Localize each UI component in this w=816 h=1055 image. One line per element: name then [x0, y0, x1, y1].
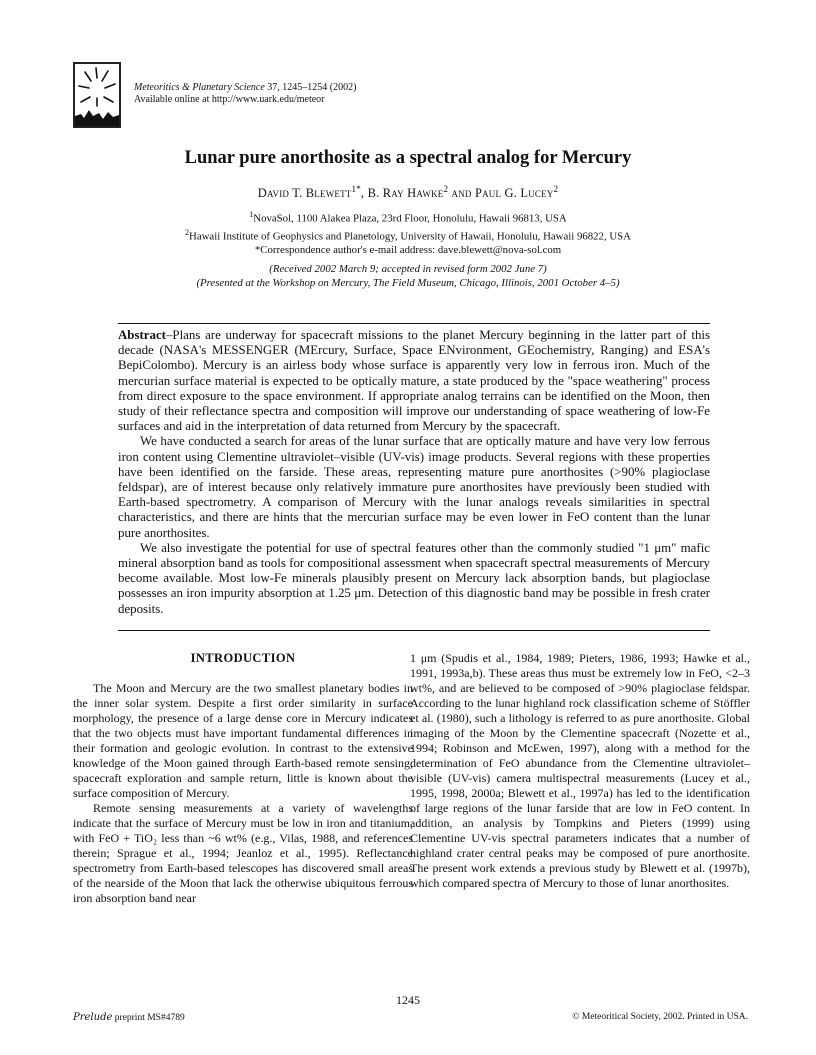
author-2: B. Ray Hawke: [367, 186, 444, 201]
author-2-affil: 2: [443, 184, 449, 194]
abstract-label: Abstract: [118, 328, 166, 342]
presented-note: (Presented at the Workshop on Mercury, The Field Museum, Chicago, Illinois, 2001 October 4–5): [196, 277, 620, 289]
affiliation-2: [0, 226, 816, 244]
affiliation-2-marker: 2: [185, 227, 190, 237]
affiliations: [0, 208, 816, 257]
journal-name: Meteoritics & Planetary Science: [134, 82, 265, 93]
affiliation-1-marker: 1: [249, 210, 254, 219]
author-1: David T. Blewett: [257, 186, 352, 201]
received-date: (Received 2002 March 9; accepted in revised form 2002 June 7): [269, 263, 547, 275]
author-3: Paul G. Lucey: [474, 186, 554, 201]
author-separator-and: and: [448, 186, 475, 201]
abstract: [118, 328, 710, 617]
journal-citation: [134, 82, 356, 94]
journal-logo: [73, 62, 121, 128]
journal-url[interactable]: Available online at http://www.uark.edu/meteor: [134, 94, 325, 105]
abstract-paragraph-3: We also investigate the potential for use of spectral features other than the commonly studied "1 μm" mafic mineral absorption band as tools for compositional assessment when spacecraft spectral measurements of Mercury become available. Most low-Fe minerals plausibly present on Mercury lack absorption bands, but plagioclase possesses an iron impurity absorption at 1.25 μm. Detection of this diagnostic band may be possible in fresh crater deposits.: [118, 540, 710, 616]
paper-title: Lunar pure anorthosite as a spectral analog for Mercury: [184, 148, 632, 168]
page-number: 1245: [396, 993, 420, 1007]
abstract-text-1: –Plans are underway for spacecraft missions to the planet Mercury beginning in the latter part of this decade (NASA's MESSENGER (MErcury, Surface, Space ENvironment, GEochemistry, Ranging) and ESA's BepiColombo). Mercury is an airless body whose surface is apparently very low in ferrous iron. Much of the mercurian surface material is expected to be optically mature, a state produced by the "space weathering" process from direct exposure to the space environment. If appropriate analog terrains can be identified on the Moon, then study of their reflectance spectra and composition will improve our understanding of space weathering of low-Fe surfaces and aid in the interpretation of data returned from Mercury by the spacecraft.: [118, 328, 710, 434]
affiliation-1-text: NovaSol, 1100 Alakea Plaza, 23rd Floor, Honolulu, Hawaii 96813, USA: [253, 212, 567, 225]
abstract-paragraph-2: We have conducted a search for areas of the lunar surface that are optically mature and have very low ferrous iron content using Clementine ultraviolet–visible (UV-vis) image products. Several regions with these properties have been identified on the farside. These areas, representing mature pure anorthosites (>90% plagioclase feldspar), are of interest because only relatively immature pure anorthosites have previously been studied with Earth-based spectrometry. A comparison of Mercury with the lunar analogs reveals similarities in spectral characteristics, and there are hints that the mercurian surface may be even lower in FeO content than the lunar pure anorthosites.: [118, 434, 710, 540]
author-separator: ,: [360, 186, 368, 201]
author-list: [0, 184, 816, 201]
correspondence-email: *Correspondence author's e-mail address: dave.blewett@nova-sol.com: [254, 244, 562, 257]
copyright-notice: © Meteoritical Society, 2002. Printed in USA.: [572, 1012, 748, 1022]
author-1-affil: 1*: [351, 184, 361, 194]
section-heading-introduction: INTRODUCTION: [190, 651, 296, 665]
meteor-logo-icon: [75, 64, 119, 126]
journal-volume: 37, 1245–1254 (2002): [264, 82, 357, 93]
intro-paragraph-2: Remote sensing measurements at a variety of wavelengths indicate that the surface of Mercury must be low in iron and titanium, with FeO + TiO₂ less than ~6 wt% (e.g., Vilas, 1988, and references therein; Sprague et al., 1994; Jeanloz et al., 1995). Reflectance spectrometry from Earth-based telescopes has discovered small areas of the nearside of the Moon that lack the otherwise ubiquitous ferrous iron absorption band near: [73, 801, 413, 905]
body-column-left: [73, 651, 413, 906]
journal-info: [134, 82, 356, 106]
abstract-top-rule: [118, 323, 710, 324]
preprint-id: preprint MS#4789: [112, 1013, 185, 1023]
affiliation-1: [0, 208, 816, 226]
affiliation-2-text: Hawaii Institute of Geophysics and Planetology, University of Hawaii, Honolulu, Hawaii 96822, USA: [189, 230, 631, 243]
abstract-paragraph-1: [118, 328, 710, 434]
preprint-note: [73, 1012, 185, 1023]
body-column-right: [410, 651, 750, 891]
prelude-script: Prelude: [73, 1012, 113, 1023]
author-3-affil: 2: [553, 184, 559, 194]
publication-dates: [0, 262, 816, 290]
intro-paragraph-1: The Moon and Mercury are the two smallest planetary bodies in the inner solar system. Despite a first order similarity in surface morphology, the presence of a large dense core in Mercury indicates that the two objects must have important fundamental differences in their formation and geologic evolution. In contrast to the extensive knowledge of the Moon gained through Earth-based remote sensing, spacecraft exploration and sample return, little is known about the surface composition of Mercury.: [73, 681, 413, 800]
abstract-bottom-rule: [118, 630, 710, 631]
intro-paragraph-3: 1 μm (Spudis et al., 1984, 1989; Pieters, 1986, 1993; Hawke et al., 1991, 1993a,b). These areas thus must be extremely low in FeO, <2–3 wt%, and are believed to be composed of >90% plagioclase feldspar. According to the lunar highland rock classification scheme of Stöffler et al. (1980), such a lithology is referred to as pure anorthosite. Global imaging of the Moon by the Clementine spacecraft (Nozette et al., 1994; Robinson and McEwen, 1997), along with a method for the determination of FeO abundance from the Clementine ultraviolet–visible (UV-vis) camera multispectral measurements (Lucey et al., 1995, 1998, 2000a; Blewett et al., 1997a) has led to the identification of large regions of the lunar farside that are low in FeO content. In addition, an analysis by Tompkins and Pieters (1999) using Clementine UV-vis spectral parameters indicates that a number of highland crater central peaks may be composed of pure anorthosite. The present work extends a previous study by Blewett et al. (1997b), which compared spectra of Mercury to those of lunar anorthosites.: [410, 651, 750, 890]
